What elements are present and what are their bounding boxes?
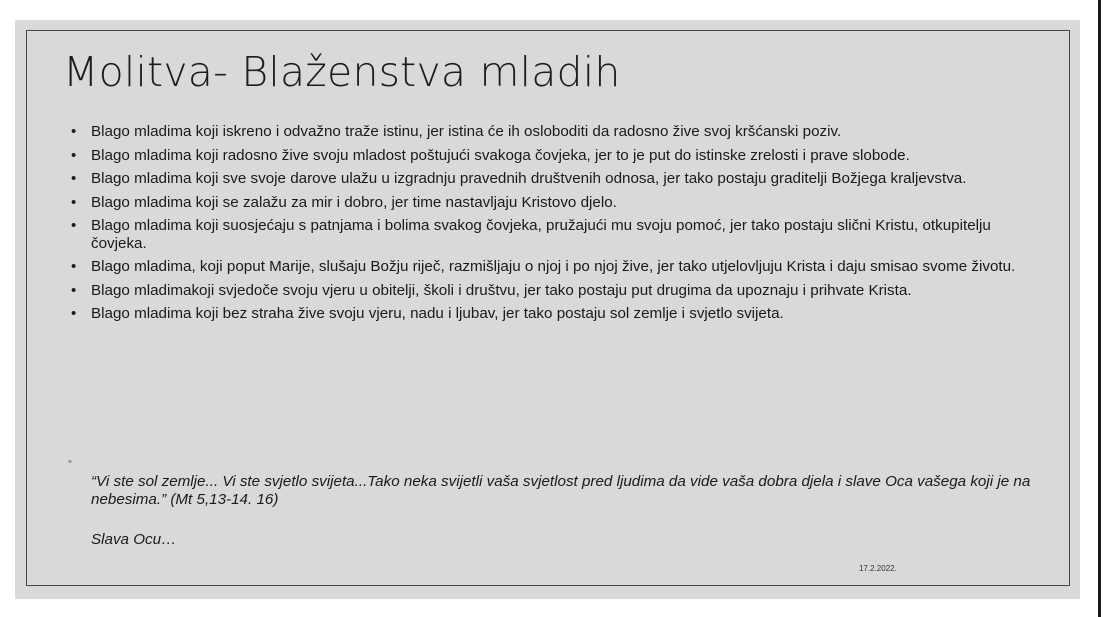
sub-bullet-marker: ◦ [68,456,72,468]
scripture-quote: “Vi ste sol zemlje... Vi ste svjetlo svijeta...Tako neka svijetli vaša svjetlost pred ljudima da vide vaša dobra djela i slave Oca vašega koji je na nebesima.” (Mt 5,13-14. 16) [91,473,1031,508]
window-edge [1098,0,1101,617]
bullet-item: • Blago mladima koji se zalažu za mir i dobro, jer time nastavljaju Kristovo djelo. [63,194,1048,212]
bullet-item: • Blago mladima koji suosjećaju s patnjama i bolima svakog čovjeka, pružajući mu svoju pomoć, jer tako postaju slični Kristu, otkupitelju čovjeka. [63,217,1048,252]
bullet-item: • Blago mladima, koji poput Marije, slušaju Božju riječ, razmišljaju o njoj i po njoj žive, jer tako utjelovljuju Krista i daju smisao svome životu. [63,258,1048,276]
bullet-item: • Blago mladima koji iskreno i odvažno traže istinu, jer istina će ih osloboditi da radosno žive svoj kršćanski poziv. [63,123,1048,141]
slide-date: 17.2.2022. [859,564,897,573]
bullet-item: • Blago mladimakoji svjedoče svoju vjeru u obitelji, školi i društvu, jer tako postaju put drugima da upoznaju i prihvate Krista. [63,282,1048,300]
bullet-item: • Blago mladima koji radosno žive svoju mladost poštujući svakoga čovjeka, jer to je put do istinske zrelosti i prave slobode. [63,147,1048,165]
closing-line: Slava Ocu… [91,531,177,548]
bullet-list [63,123,1048,329]
bullet-item: • Blago mladima koji bez straha žive svoju vjeru, nadu i ljubav, jer tako postaju sol zemlje i svjetlo svijeta. [63,305,1048,323]
slide-content-frame [26,30,1070,586]
bullet-item: • Blago mladima koji sve svoje darove ulažu u izgradnju pravednih društvenih odnosa, jer tako postaju graditelji Božjega kraljevstva. [63,170,1048,188]
slide-title: Molitva- Blaženstva mladih [63,48,621,96]
